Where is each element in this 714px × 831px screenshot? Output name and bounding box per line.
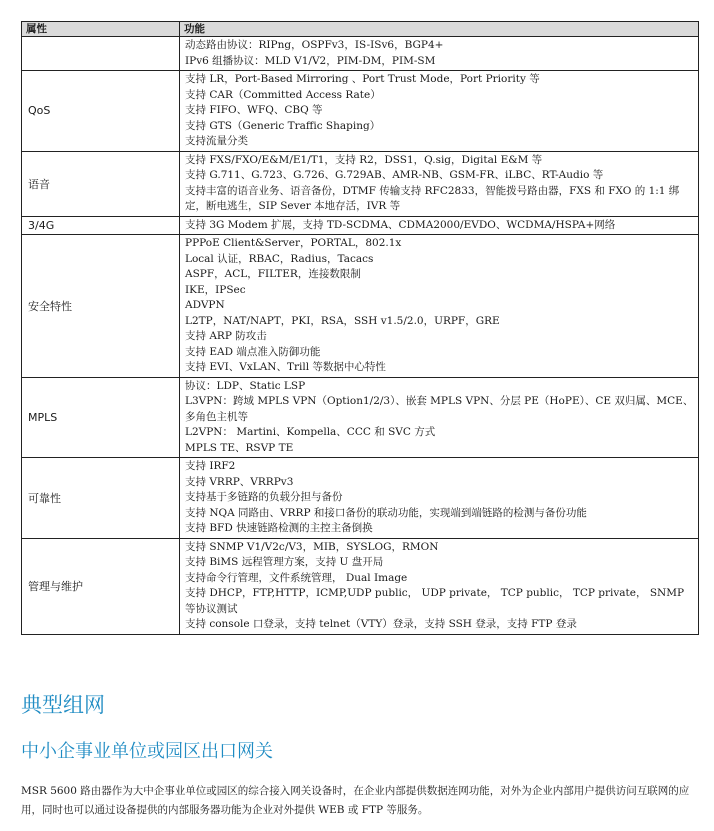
header-func: 功能 — [180, 22, 699, 37]
function-line: IKE，IPSec — [185, 283, 246, 296]
function-line: 支持 3G Modem 扩展，支持 TD-SCDMA、CDMA2000/EVDO、WCDMA/HSPA+网络 — [185, 218, 616, 231]
row-attribute: QoS — [22, 71, 180, 152]
row-functions — [180, 538, 699, 634]
function-line: 支持 FIFO、WFQ、CBQ 等 — [185, 104, 323, 116]
table-row — [22, 538, 699, 634]
row-functions — [180, 458, 699, 539]
function-line: ADVPN — [185, 299, 225, 311]
body-paragraph: MSR 5600 路由器作为大中企事业单位或园区的综合接入网关设备时，在企业内部提供数据连网功能，对外为企业内部用户提供访问互联网的应用，同时也可以通过设备提供的内部服务器功能为企业对外提供 WEB 或 FTP 等服务。 — [21, 785, 690, 816]
function-line: 支持丰富的语音业务、语音备份，DTMF 传输支持 RFC2833，智能拨号路由器，FXS 和 FXO 的 1:1 绑定，断电逃生，SIP Sever 本地存活，IVR 等 — [185, 184, 680, 212]
function-line: 支持命令行管理，文件系统管理， Dual Image — [185, 571, 408, 584]
table-header-row — [22, 22, 699, 37]
function-line: 支持 DHCP，FTP,HTTP，ICMP,UDP public， UDP private， TCP public， TCP private， SNMP 等协议测试 — [185, 587, 685, 615]
function-line: IPv6 组播协议：MLD V1/V2，PIM-DM，PIM-SM — [185, 54, 436, 67]
function-line: 支持 EAD 端点准入防御功能 — [185, 345, 321, 358]
function-line: 支持基于多链路的负载分担与备份 — [185, 491, 343, 503]
function-line: 支持 EVI、VxLAN、Trill 等数据中心特性 — [185, 361, 386, 373]
table-row — [22, 235, 699, 378]
function-line: 支持 CAR（Committed Access Rate） — [185, 88, 381, 101]
row-attribute: 安全特性 — [22, 235, 180, 378]
function-line: 支持 G.711、G.723、G.726、G.729AB、AMR-NB、GSM-FR、iLBC、RT-Audio 等 — [185, 169, 604, 181]
row-functions — [180, 71, 699, 152]
table-row — [22, 71, 699, 152]
function-line: L3VPN：跨域 MPLS VPN（Option1/2/3）、嵌套 MPLS VPN、分层 PE（HoPE）、CE 双归属、MCE、多角色主机等 — [185, 395, 694, 423]
function-line: L2VPN： Martini、Kompella、CCC 和 SVC 方式 — [185, 426, 436, 438]
function-line: 支持 GTS（Generic Traffic Shaping） — [185, 119, 381, 132]
function-line: 支持 SNMP V1/V2c/V3，MIB，SYSLOG，RMON — [185, 540, 439, 553]
row-attribute — [22, 37, 180, 71]
row-functions — [180, 377, 699, 458]
function-line: Local 认证，RBAC，Radius，Tacacs — [185, 252, 374, 265]
table-row — [22, 458, 699, 539]
function-line: 支持 FXS/FXO/E&M/E1/T1，支持 R2，DSS1，Q.sig，Digital E&M 等 — [185, 153, 543, 166]
row-attribute: 管理与维护 — [22, 538, 180, 634]
spec-table — [21, 21, 699, 635]
row-attribute: 可靠性 — [22, 458, 180, 539]
table-row — [22, 37, 699, 71]
function-line: 支持 ARP 防攻击 — [185, 330, 267, 342]
function-line: 支持流量分类 — [185, 135, 248, 147]
row-functions — [180, 37, 699, 71]
function-line: 动态路由协议：RIPng，OSPFv3，IS-ISv6，BGP4+ — [185, 39, 444, 51]
function-line: 支持 NQA 同路由、VRRP 和接口备份的联动功能，实现端到端链路的检测与备份功能 — [185, 506, 587, 519]
function-line: 支持 BFD 快速链路检测的主控主备倒换 — [185, 522, 373, 534]
table-row — [22, 216, 699, 235]
table-row — [22, 377, 699, 458]
row-attribute: MPLS — [22, 377, 180, 458]
function-line: 支持 LR，Port-Based Mirroring 、Port Trust Mode，Port Priority 等 — [185, 73, 540, 85]
row-functions — [180, 151, 699, 216]
row-attribute: 语音 — [22, 151, 180, 216]
function-line: ASPF，ACL，FILTER，连接数限制 — [185, 268, 361, 280]
function-line: PPPoE Client&Server，PORTAL，802.1x — [185, 237, 402, 249]
section-heading: 典型组网 — [21, 693, 105, 717]
function-line: 支持 VRRP、VRRPv3 — [185, 475, 294, 488]
row-functions — [180, 235, 699, 378]
table-row — [22, 151, 699, 216]
function-line: 支持 BiMS 远程管理方案，支持 U 盘开局 — [185, 556, 384, 568]
header-attr: 属性 — [22, 22, 180, 37]
row-functions — [180, 216, 699, 235]
function-line: 支持 console 口登录，支持 telnet（VTY）登录，支持 SSH 登录，支持 FTP 登录 — [185, 618, 577, 630]
function-line: MPLS TE、RSVP TE — [185, 441, 294, 454]
sub-heading: 中小企事业单位或园区出口网关 — [21, 741, 273, 762]
function-line: 支持 IRF2 — [185, 460, 236, 472]
function-line: 协议：LDP、Static LSP — [185, 379, 306, 392]
row-attribute: 3/4G — [22, 216, 180, 235]
function-line: L2TP，NAT/NAPT，PKI，RSA，SSH v1.5/2.0，URPF，GRE — [185, 314, 500, 327]
